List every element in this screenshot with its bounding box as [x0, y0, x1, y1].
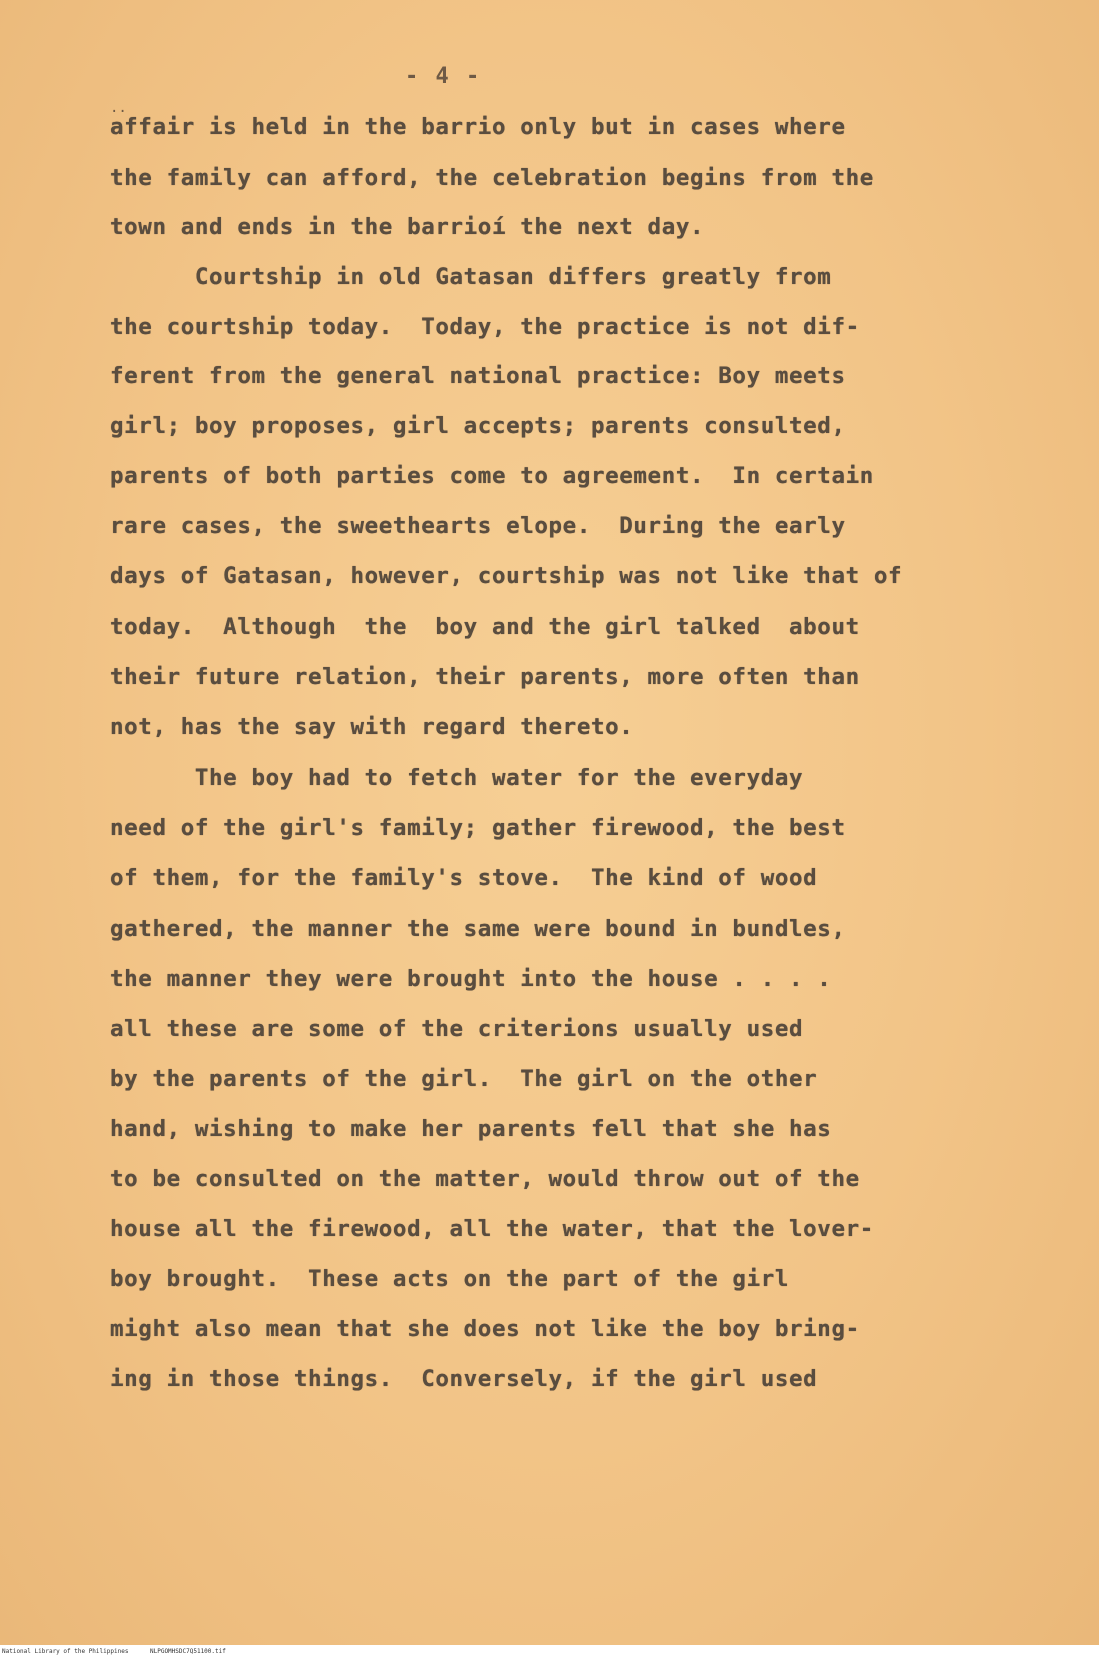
text-line: the family can afford, the celebration begins from the — [110, 165, 874, 191]
text-line: the courtship today. Today, the practice is not dif- — [110, 314, 860, 340]
footer-library: National Library of the Philippines — [2, 1648, 129, 1655]
text-line: of them, for the family's stove. The kind of wood — [110, 865, 818, 891]
text-line: their future relation, their parents, more often than — [110, 664, 860, 690]
text-line: not, has the say with regard thereto. — [110, 714, 634, 740]
text-line: today. Although the boy and the girl talked about — [110, 614, 860, 640]
text-line: town and ends in the barrioí the next day. — [110, 214, 705, 240]
text-line: hand, wishing to make her parents fell that she has — [110, 1116, 832, 1142]
page-number: - 4 - — [405, 64, 482, 89]
footer-file-id: NLPGOMHSDC7Q51100.tif — [150, 1648, 226, 1655]
text-line: need of the girl's family; gather firewood, the best — [110, 815, 846, 841]
text-line: girl; boy proposes, girl accepts; parents consulted, — [110, 413, 846, 439]
text-line: might also mean that she does not like the boy bring- — [110, 1316, 860, 1342]
text-line: by the parents of the girl. The girl on the other — [110, 1066, 818, 1092]
text-line: rare cases, the sweethearts elope. During the early — [110, 513, 846, 539]
text-line: the manner they were brought into the house . . . . — [110, 966, 832, 992]
text-line: parents of both parties come to agreement. In certain — [110, 463, 874, 489]
text-line: to be consulted on the matter, would throw out of the — [110, 1166, 860, 1192]
text-line: boy brought. These acts on the part of the girl — [110, 1266, 790, 1292]
text-line: all these are some of the criterions usually used — [110, 1016, 804, 1042]
text-line: days of Gatasan, however, courtship was not like that of — [110, 563, 903, 589]
text-line: ferent from the general national practice: Boy meets — [110, 363, 846, 389]
scan-footer — [0, 1646, 1099, 1658]
text-line: The boy had to fetch water for the everyday — [110, 765, 804, 791]
text-line: gathered, the manner the same were bound in bundles, — [110, 916, 846, 942]
text-line: affair is held in the barrio only but in cases where — [110, 114, 846, 140]
stray-mark: .. — [110, 100, 127, 116]
text-line: Courtship in old Gatasan differs greatly from — [110, 264, 832, 290]
text-line: ing in those things. Conversely, if the girl used — [110, 1366, 818, 1392]
text-line: house all the firewood, all the water, that the lover- — [110, 1216, 874, 1242]
